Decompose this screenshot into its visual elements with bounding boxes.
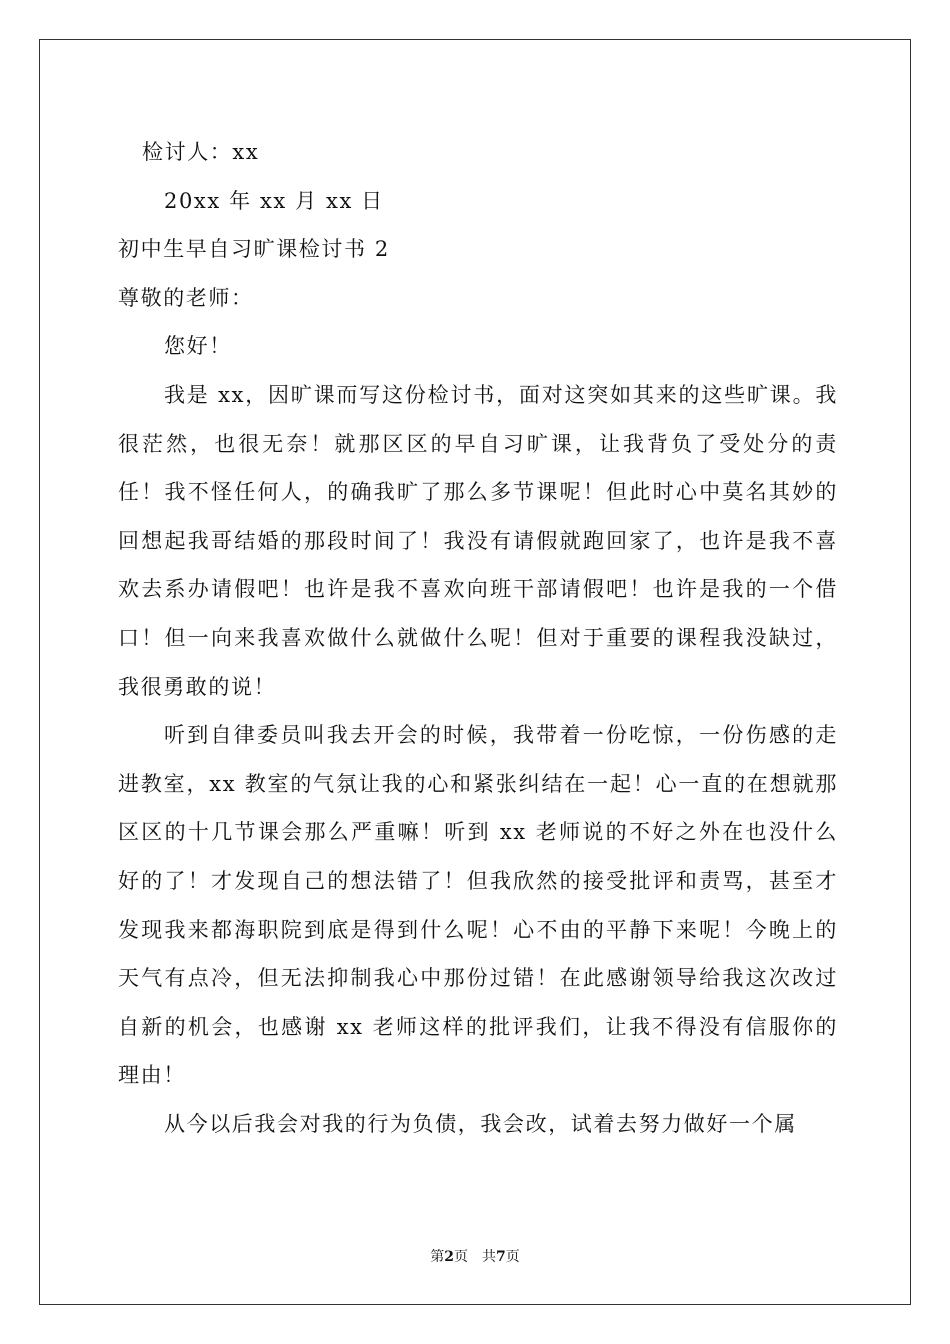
total-page-number: 7 — [496, 1249, 506, 1265]
current-page-number: 2 — [444, 1249, 454, 1265]
page-footer — [0, 1246, 950, 1266]
paragraph-3: 从今以后我会对我的行为负债，我会改，试着去努力做好一个属 — [164, 1111, 797, 1136]
greeting: 您好！ — [164, 334, 232, 359]
salutation: 尊敬的老师： — [118, 285, 254, 310]
page-suffix: 页 — [505, 1249, 520, 1265]
paragraph-2: 听到自律委员叫我去开会的时候，我带着一份吃惊，一份伤感的走进教室，xx 教室的气氛让我的心和紧张纠结在一起！心一直的在想就那区区的十几节课会那么严重嘛！听到 xx 老师说的不好之外在也没什么好的了！才发现自己的想法错了！但我欣然的接受批评和责骂，甚至才发现我来都海职院到底是得到什么呢！心不由的平静下来呢！今晚上的天气有点冷，但无法抑制我心中那份过错！在此感谢领导给我这次改过自新的机会，也感谢 xx 老师这样的批评我们，让我不得没有信服你的理由！ — [118, 723, 838, 1088]
document-body — [118, 128, 838, 1148]
page-mid: 页 共 — [454, 1249, 496, 1265]
reviewer-line: 检讨人：xx — [142, 140, 260, 164]
page-prefix: 第 — [430, 1249, 445, 1265]
paragraph-1: 我是 xx，因旷课而写这份检讨书，面对这突如其来的这些旷课。我很茫然，也很无奈！就那区区的早自习旷课，让我背负了受处分的责任！我不怪任何人，的确我旷了那么多节课呢！但此时心中莫名其妙的回想起我哥结婚的那段时间了！我没有请假就跑回家了，也许是我不喜欢去系办请假吧！也许是我不喜欢向班干部请假吧！也许是我的一个借口！但一向来我喜欢做什么就做什么呢！但对于重要的课程我没缺过，我很勇敢的说！ — [118, 382, 838, 699]
document-title: 初中生早自习旷课检讨书 2 — [118, 237, 390, 262]
date-line: 20xx 年 xx 月 xx 日 — [164, 188, 384, 213]
